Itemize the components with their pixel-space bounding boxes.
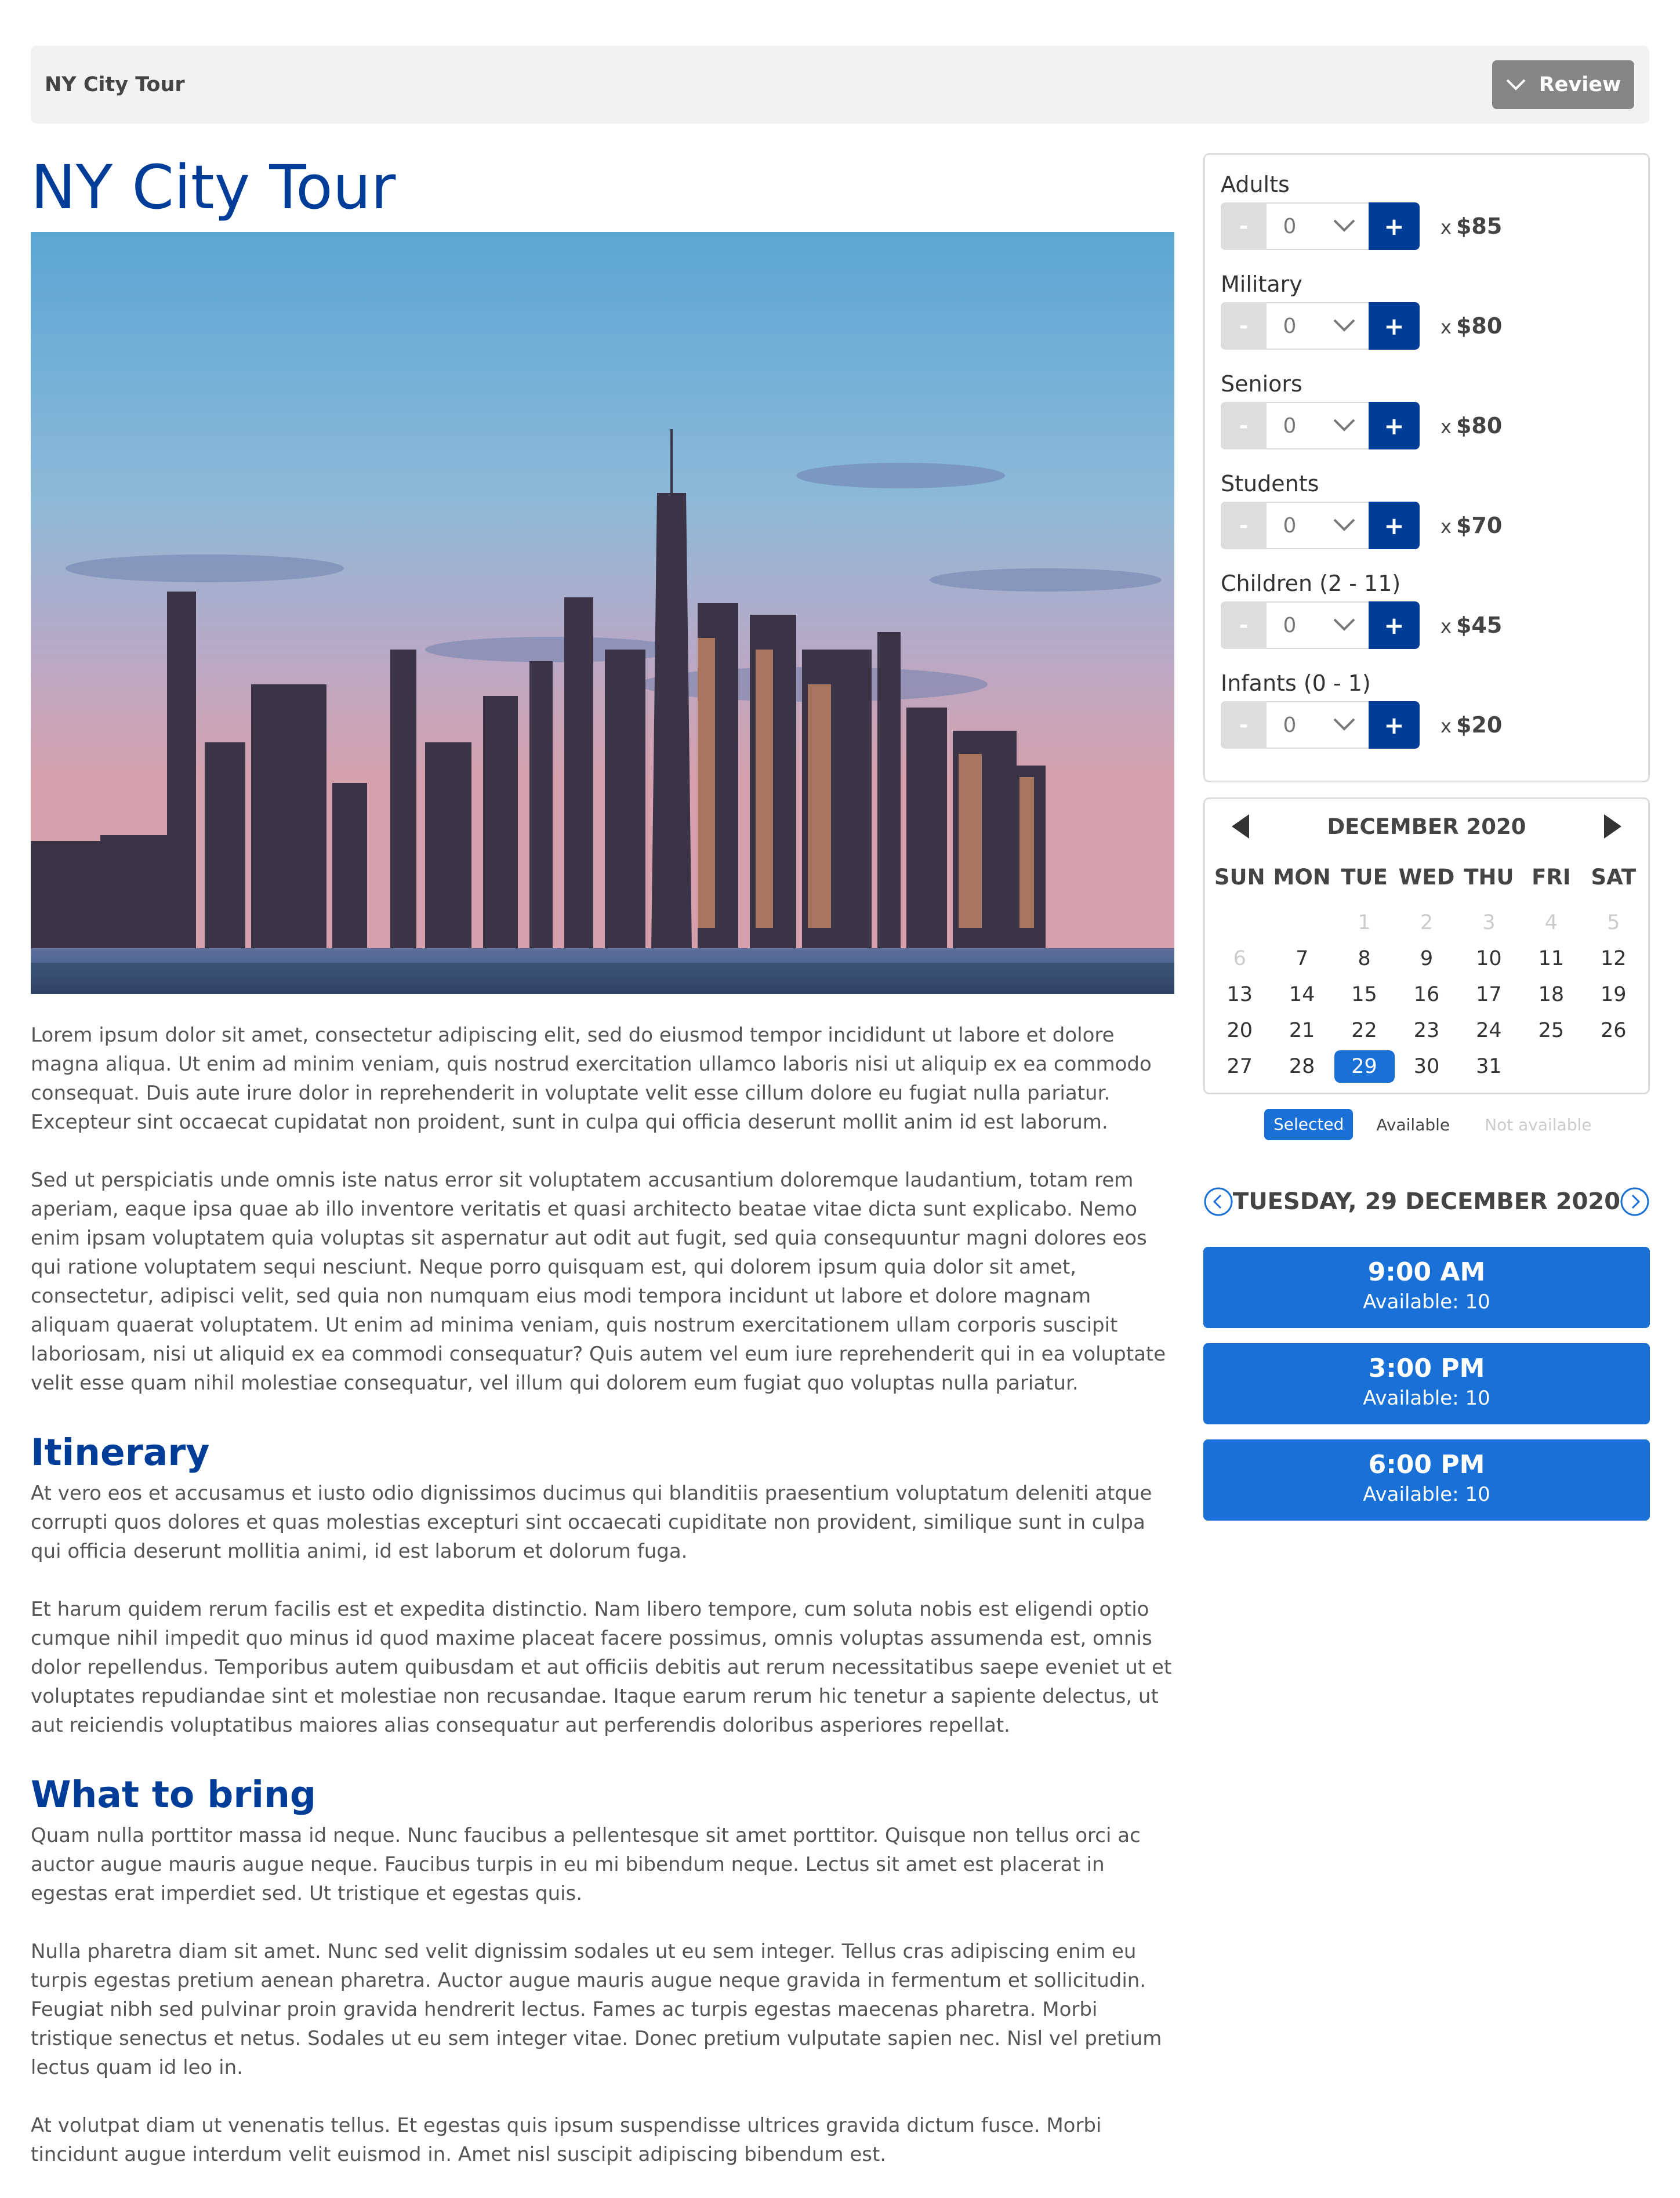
quantity-stepper: [1221, 202, 1638, 250]
chevron-down-icon: [1333, 418, 1356, 432]
calendar-day[interactable]: [1583, 1013, 1645, 1049]
calendar-day[interactable]: [1520, 977, 1582, 1013]
tour-header-bar: [31, 46, 1649, 124]
calendar-day[interactable]: [1583, 941, 1645, 977]
calendar-day-number: 23: [1413, 1019, 1440, 1042]
calendar-day[interactable]: [1271, 1013, 1333, 1049]
legend-selected: Selected: [1264, 1109, 1353, 1140]
ticket-price: x $70: [1440, 513, 1503, 538]
decrement-button[interactable]: -: [1221, 601, 1267, 649]
weekday-header: TUE: [1341, 865, 1388, 890]
tour-description: [31, 1021, 1176, 2198]
calendar-legend: [1264, 1109, 1591, 1140]
ticket-price: x $80: [1440, 313, 1503, 339]
increment-button[interactable]: +: [1369, 701, 1420, 749]
quantity-stepper: [1221, 701, 1638, 749]
quantity-stepper: [1221, 302, 1638, 350]
increment-button[interactable]: +: [1369, 502, 1420, 549]
calendar-day-number: 30: [1413, 1055, 1440, 1078]
date-calendar: [1203, 797, 1650, 1094]
ticket-row-military: [1221, 270, 1638, 350]
calendar-day[interactable]: [1458, 977, 1520, 1013]
bring-paragraph: Nulla pharetra diam sit amet. Nunc sed velit dignissim sodales ut eu sem integer. Tellus cras adipiscing enim eu turpis egestas pretium aenean pharetra. Auctor augue mauris augue neque gravida in fermentum et sollicitudin. Feugiat nibh sed pulvinar proin gravida hendrerit lectus. Fames ac turpis egestas maecenas pharetra. Morbi tristique senectus et netus. Sodales ut eu sem integer vitae. Donec pretium vulputate sapien nec. Nisl vel pretium lectus quam id leo in.: [31, 1940, 1162, 2079]
time-slot-button[interactable]: [1203, 1439, 1650, 1521]
chevron-down-icon: [1505, 78, 1526, 91]
calendar-day-number: 1: [1358, 911, 1371, 934]
calendar-day-number: 24: [1476, 1019, 1502, 1042]
calendar-day-number: 4: [1544, 911, 1558, 934]
calendar-day: [1395, 905, 1457, 941]
decrement-button[interactable]: -: [1221, 701, 1267, 749]
calendar-day[interactable]: [1333, 977, 1395, 1013]
quantity-value: 0: [1283, 613, 1297, 637]
calendar-day[interactable]: [1271, 977, 1333, 1013]
calendar-day[interactable]: [1209, 1013, 1271, 1049]
hero-image: [31, 232, 1174, 994]
calendar-day: [1458, 905, 1520, 941]
intro-paragraph: Lorem ipsum dolor sit amet, consectetur adipiscing elit, sed do eiusmod tempor incididunt ut labore et dolore magna aliqua. Ut enim ad minim veniam, quis nostrud exercitation ullamco laboris nisi ut aliquip ex ea commodo consequat. Duis aute irure dolor in reprehenderit in voluptate velit esse cillum dolore eu fugiat nulla pariatur. Excepteur sint occaecat cupidatat non proident, sunt in culpa qui officia deserunt mollit anim id est laborum.: [31, 1024, 1152, 1134]
calendar-day-number: 7: [1295, 947, 1309, 970]
quantity-select[interactable]: [1267, 601, 1369, 649]
calendar-day-number: 20: [1227, 1019, 1253, 1042]
quantity-value: 0: [1283, 214, 1297, 238]
ticket-price: x $20: [1440, 712, 1503, 738]
itinerary-paragraph: Et harum quidem rerum facilis est et expedita distinctio. Nam libero tempore, cum soluta nobis est eligendi optio cumque nihil impedit quo minus id quod maxime placeat facere possimus, omnis voluptas assumenda est, omnis dolor repellendus. Temporibus autem quibusdam et aut officiis debitis aut rerum necessitatibus saepe eveniet ut et voluptates repudiandae sint et molestiae non recusandae. Itaque earum rerum hic tenetur a sapiente delectus, ut aut reiciendis voluptatibus maiores alias consequatur aut perferendis doloribus asperiores repellat.: [31, 1598, 1172, 1737]
increment-button[interactable]: +: [1369, 601, 1420, 649]
chevron-down-icon: [1333, 618, 1356, 632]
decrement-button[interactable]: -: [1221, 502, 1267, 549]
chevron-down-icon: [1333, 219, 1356, 233]
calendar-day-number: 11: [1538, 947, 1565, 970]
calendar-day[interactable]: [1209, 977, 1271, 1013]
calendar-day[interactable]: [1395, 977, 1457, 1013]
itinerary-heading: Itinerary: [31, 1431, 210, 1474]
calendar-day-number: 3: [1482, 911, 1496, 934]
calendar-day: [1583, 905, 1645, 941]
ticket-price: x $85: [1440, 213, 1503, 239]
legend-not-available: Not available: [1485, 1115, 1592, 1134]
calendar-day-number: 9: [1420, 947, 1434, 970]
review-button[interactable]: [1492, 60, 1634, 109]
chevron-down-icon: [1333, 717, 1356, 731]
quantity-select[interactable]: [1267, 502, 1369, 549]
quantity-select[interactable]: [1267, 302, 1369, 350]
calendar-day-number: 29: [1334, 1050, 1395, 1083]
calendar-day[interactable]: [1395, 941, 1457, 977]
calendar-day-number: 12: [1601, 947, 1627, 970]
ticket-label: Students: [1221, 471, 1319, 496]
bring-paragraph: At volutpat diam ut venenatis tellus. Et egestas quis ipsum suspendisse ultrices gravida dictum fusce. Morbi tincidunt augue interdum velit euismod in. Amet nisl suscipit adipiscing bibendum est.: [31, 2114, 1102, 2166]
ticket-price: x $45: [1440, 612, 1503, 638]
bring-paragraph: Quam nulla porttitor massa id neque. Nunc faucibus a pellentesque sit amet porttitor. Quisque non tellus orci ac auctor augue mauris augue neque. Faucibus turpis in eu mi bibendum neque. Lectus sit amet est placerat in egestas erat imperdiet sed. Ut tristique et egestas quis.: [31, 1824, 1141, 1905]
calendar-day-number: 5: [1607, 911, 1620, 934]
calendar-day-number: 27: [1227, 1055, 1253, 1078]
calendar-day-number: 8: [1358, 947, 1371, 970]
ticket-row-infants: [1221, 669, 1638, 749]
decrement-button[interactable]: -: [1221, 302, 1267, 350]
calendar-day: [1209, 941, 1271, 977]
ticket-label: Seniors: [1221, 371, 1302, 397]
quantity-select[interactable]: [1267, 701, 1369, 749]
calendar-day-number: 25: [1538, 1019, 1565, 1042]
increment-button[interactable]: +: [1369, 202, 1420, 250]
circle-chevron-right-icon[interactable]: [1620, 1187, 1650, 1217]
chevron-down-icon: [1333, 318, 1356, 332]
weekday-header: THU: [1464, 865, 1514, 890]
calendar-day[interactable]: [1520, 941, 1582, 977]
quantity-value: 0: [1283, 713, 1297, 737]
chevron-down-icon: [1333, 518, 1356, 532]
quantity-select[interactable]: [1267, 402, 1369, 449]
decrement-button[interactable]: -: [1221, 402, 1267, 449]
legend-available: Available: [1376, 1115, 1450, 1134]
calendar-day: [1333, 905, 1395, 941]
calendar-day[interactable]: [1458, 1049, 1520, 1085]
ticket-label: Military: [1221, 271, 1302, 297]
calendar-day-number: 22: [1351, 1019, 1377, 1042]
ticket-selector: [1203, 153, 1650, 782]
calendar-day-number: 17: [1476, 983, 1502, 1006]
quantity-stepper: [1221, 402, 1638, 449]
time-slot-button[interactable]: [1203, 1343, 1650, 1424]
weekday-header: SAT: [1591, 865, 1637, 890]
intro-paragraph: Sed ut perspiciatis unde omnis iste natus error sit voluptatem accusantium doloremque laudantium, totam rem aperiam, eaque ipsa quae ab illo inventore veritatis et quasi architecto beatae vitae dicta sunt explicabo. Nemo enim ipsam voluptatem quia voluptas sit aspernatur aut odit aut fugit, sed quia consequuntur magni dolores eos qui ratione voluptatem sequi nesciunt. Neque porro quisquam est, qui dolorem ipsum quia dolor sit amet, consectetur, adipisci velit, sed quia non numquam eius modi tempora incidunt ut labore et dolore magnam aliquam quaerat voluptatem. Ut enim ad minima veniam, quis nostrum exercitationem ullam corporis suscipit laboriosam, nisi ut aliquid ex ea commodi consequatur? Quis autem vel eum iure reprehenderit qui in ea voluptate velit esse quam nihil molestiae consequatur, vel illum qui dolorem eum fugiat quo voluptas nulla pariatur.: [31, 1169, 1166, 1395]
calendar-day[interactable]: [1458, 941, 1520, 977]
calendar-day[interactable]: [1395, 1013, 1457, 1049]
calendar-day[interactable]: [1333, 941, 1395, 977]
itinerary-paragraph: At vero eos et accusamus et iusto odio dignissimos ducimus qui blanditiis praesentium voluptatum deleniti atque corrupti quos dolores et quas molestias excepturi sint occaecati cupiditate non provident, similique sunt in culpa qui officia deserunt mollitia animi, id est laborum et dolorum fuga.: [31, 1482, 1152, 1563]
triangle-right-icon[interactable]: [1602, 812, 1624, 841]
city-skyline-photo: [31, 232, 1174, 994]
calendar-day-number: 19: [1601, 983, 1627, 1006]
what-to-bring-heading: What to bring: [31, 1773, 316, 1816]
weekday-header: MON: [1273, 865, 1331, 890]
quantity-value: 0: [1283, 414, 1297, 438]
calendar-day-number: 31: [1476, 1055, 1502, 1078]
calendar-day-number: 10: [1476, 947, 1502, 970]
calendar-day-number: 15: [1351, 983, 1377, 1006]
quantity-value: 0: [1283, 513, 1297, 538]
calendar-day-number: 2: [1420, 911, 1434, 934]
calendar-day[interactable]: [1458, 1013, 1520, 1049]
time-slot-button[interactable]: [1203, 1247, 1650, 1328]
calendar-day[interactable]: [1271, 941, 1333, 977]
ticket-label: Infants (0 - 1): [1221, 670, 1371, 696]
decrement-button[interactable]: -: [1221, 202, 1267, 250]
calendar-day-number: 13: [1227, 983, 1253, 1006]
calendar-grid: [1209, 863, 1645, 1085]
slot-time: 6:00 PM: [1368, 1450, 1485, 1479]
calendar-day[interactable]: [1583, 977, 1645, 1013]
increment-button[interactable]: +: [1369, 302, 1420, 350]
ticket-row-students: [1221, 469, 1638, 549]
calendar-day-number: 21: [1289, 1019, 1315, 1042]
calendar-day-number: 14: [1289, 983, 1315, 1006]
calendar-day-number: 26: [1601, 1019, 1627, 1042]
weekday-header: WED: [1398, 865, 1455, 890]
weekday-header: FRI: [1532, 865, 1571, 890]
calendar-day[interactable]: [1395, 1049, 1457, 1085]
calendar-day-number: 6: [1233, 947, 1246, 970]
calendar-day[interactable]: [1209, 1049, 1271, 1085]
page-title: NY City Tour: [31, 152, 396, 223]
quantity-value: 0: [1283, 314, 1297, 338]
calendar-day[interactable]: [1520, 1013, 1582, 1049]
header-tour-name: NY City Tour: [45, 73, 185, 96]
calendar-day[interactable]: [1333, 1013, 1395, 1049]
ticket-label: Children (2 - 11): [1221, 571, 1401, 596]
calendar-month-label: DECEMBER 2020: [1327, 814, 1526, 839]
slot-availability: Available: 10: [1363, 1290, 1490, 1314]
ticket-label: Adults: [1221, 172, 1290, 197]
slot-time: 9:00 AM: [1367, 1257, 1486, 1287]
review-button-label: Review: [1539, 73, 1621, 96]
calendar-day-selected[interactable]: [1333, 1049, 1395, 1085]
selected-date-label: TUESDAY, 29 DECEMBER 2020: [1232, 1188, 1621, 1215]
ticket-row-children: [1221, 569, 1638, 649]
selected-date-row: [1203, 1183, 1650, 1220]
calendar-day: [1520, 905, 1582, 941]
calendar-day-number: 16: [1413, 983, 1440, 1006]
ticket-row-adults: [1221, 170, 1638, 250]
ticket-price: x $80: [1440, 413, 1503, 438]
increment-button[interactable]: +: [1369, 402, 1420, 449]
quantity-stepper: [1221, 502, 1638, 549]
calendar-blank-cell: [1209, 905, 1271, 941]
calendar-blank-cell: [1271, 905, 1333, 941]
quantity-select[interactable]: [1267, 202, 1369, 250]
calendar-day[interactable]: [1271, 1049, 1333, 1085]
slot-availability: Available: 10: [1363, 1387, 1490, 1410]
quantity-stepper: [1221, 601, 1638, 649]
slot-availability: Available: 10: [1363, 1483, 1490, 1506]
ticket-row-seniors: [1221, 369, 1638, 449]
calendar-day-number: 28: [1289, 1055, 1315, 1078]
weekday-header: SUN: [1214, 865, 1265, 890]
calendar-day-number: 18: [1538, 983, 1565, 1006]
slot-time: 3:00 PM: [1368, 1354, 1485, 1383]
